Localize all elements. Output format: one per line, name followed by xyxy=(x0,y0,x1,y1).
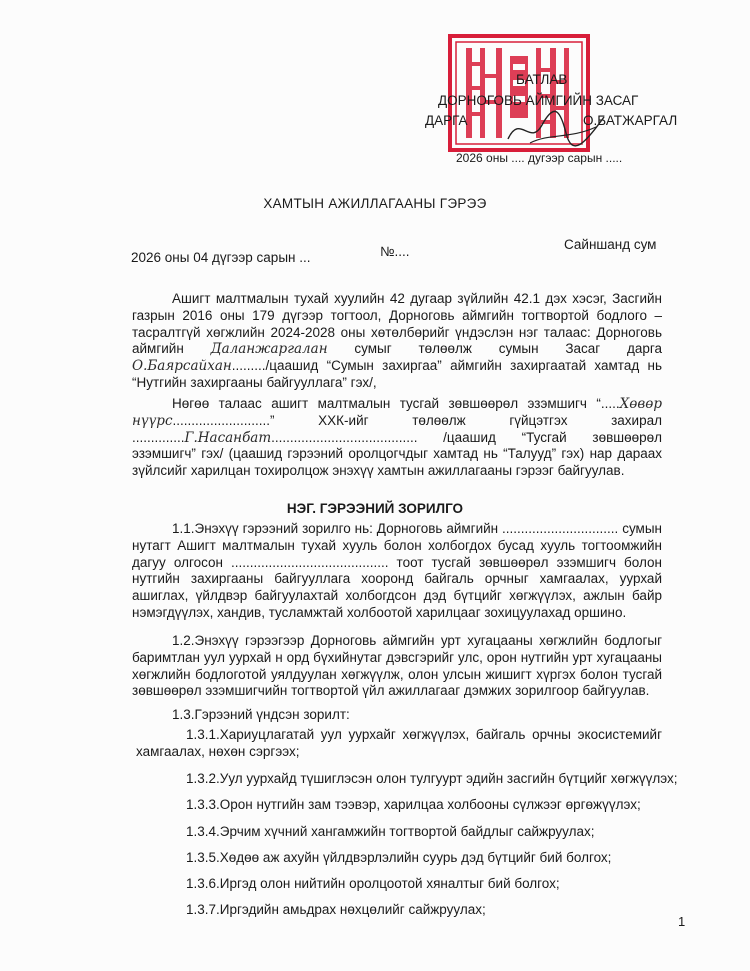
clause-1-3-7: 1.3.7.Иргэдийн амьдрах нөхцөлийг сайжруулах; xyxy=(186,902,486,917)
p2-text-c: ....................................... /цаашид “Тусгай зөвшөөрөл эзэмшигч” гэх/ (цаашид гэрээний оролцогчдыг хамтад нь “Талууд” гэх) нар дараах зүйлсийг харилцан тохиролцож энэхүү хамтын ажиллагааны гэрээг байгуулав. xyxy=(132,429,662,479)
page-number: 1 xyxy=(678,914,686,929)
clause-1-3: 1.3.Гэрээний үндсэн зорилт: xyxy=(172,707,350,722)
p1-text-c: ........./цаашид “Сумын захиргаа” аймгийн захиргаатай хамтад нь “Нутгийн захиргааны байгууллага” гэх/, xyxy=(132,358,662,390)
signature-icon xyxy=(500,103,610,153)
approval-heading: БАТЛАВ xyxy=(516,72,568,87)
section-heading: НЭГ. ГЭРЭЭНИЙ ЗОРИЛГО xyxy=(286,501,464,516)
clause-1-3-4: 1.3.4.Эрчим хүчний хангамжийн тогтвортой байдлыг сайжруулах; xyxy=(186,824,595,839)
handwritten-director: Г.Насанбат xyxy=(184,429,272,446)
approval-date: 2026 оны .... дугээр сарын ..... xyxy=(456,151,623,165)
clause-1-3-6: 1.3.6.Иргэд олон нийтийн оролцоотой хяналтыг бий болгох; xyxy=(186,876,560,891)
clause-1-3-5: 1.3.5.Хөдөө аж ахуйн үйлдвэрлэлийн суурь дэд бүтцийг бий болгох; xyxy=(186,850,612,865)
clause-1-3-1: 1.3.1.Хариуцлагатай уул уурхайг хөгжүүлэх, байгаль орчны экосистемийг хамгаалах, нөхөн сэргээх; xyxy=(136,727,662,759)
handwritten-company: Хөвөр нүүрс xyxy=(132,396,662,429)
approval-name: О.БАТЖАРГАЛ xyxy=(583,113,678,128)
p2-text-a: Нөгөө талаас ашигт малтмалын тусгай зөвшөөрөл эзэмшигч “..... xyxy=(172,396,620,411)
approval-org: ДОРНОГОВЬ АЙМГИЙН ЗАСАГ xyxy=(438,93,639,108)
contract-number: №.... xyxy=(380,244,410,259)
p2-text-b: ..........................” ХХК-ийг төлөөлж гүйцэтгэх захирал .............. xyxy=(132,412,662,445)
clause-1-2: 1.2.Энэхүү гэрээгээр Дорноговь аймгийн урт хугацааны хөгжлийн бодлогыг баримтлан уул уурхай н орд бүхийнутаг дэвсгэрийг улс, орон нутгийн урт хугацааны хөгжлийн бодлоготой уялдуулан хөгжүүлж, олон улсын жишигт хүргэх болон тусгай зөвшөөрөл эзэмшигчийн тогтвортой үйл ажиллагааг дэмжих зорилгоор байгуулав. xyxy=(132,633,662,699)
approval-role: ДАРГА xyxy=(425,113,468,128)
paragraph-party-one xyxy=(132,291,662,392)
handwritten-governor: О.Баярсайхан xyxy=(132,358,232,375)
clause-1-3-3: 1.3.3.Орон нутгийн зам тээвэр, харилцаа холбооны сүлжээг өргөжүүлэх; xyxy=(186,797,641,812)
clause-1-3-2: 1.3.2.Уул уурхайд түшиглэсэн олон тулгуурт эдийн засгийн бүтцийг хөгжүүлэх; xyxy=(186,771,678,786)
handwritten-soum: Даланжаргалан xyxy=(210,341,328,358)
p1-text-a: Ашигт малтмалын тухай хуулийн 42 дугаар зүйлийн 42.1 дэх хэсэг, Засгийн газрын 2016 оны 179 дүгээр тогтоол, Дорноговь аймгийн тогтвортой бодлого – тасралтгүй хөгжлийн 2024-2028 оны хөтөлбөрийг үндэслэн нэг талаас: Дорноговь аймгийн xyxy=(132,291,662,357)
contract-date: 2026 оны 04 дүгээр сарын ... xyxy=(131,250,311,265)
paragraph-party-two xyxy=(132,396,662,480)
document-title: ХАМТЫН АЖИЛЛАГААНЫ ГЭРЭЭ xyxy=(263,196,487,211)
p1-text-b: сумыг төлөөлж сумын Засаг дарга xyxy=(327,341,662,357)
contract-place: Сайншанд сум xyxy=(564,237,657,252)
clause-1-1: 1.1.Энэхүү гэрээний зорилго нь: Дорноговь аймгийн ............................... сумын нутагт Ашигт малтмалын тухай хууль болон холбогдох бусад хууль тогтоомжийн дагуу олгосон .......................................... тоот тусгай зөвшөөрөл эзэмшигч болон нутгийн захиргааны байгууллага хооронд байгаль орчныг хамгаалах, уурхай ашиглах, үйлдвэр байгуулахтай холбогдсон дэд бүтцийг хөгжүүлэх, ажлын байр нэмэгдүүлэх, хандив, тусламжтай холбоотой харилцааг зохицуулахад оршино. xyxy=(132,521,662,620)
